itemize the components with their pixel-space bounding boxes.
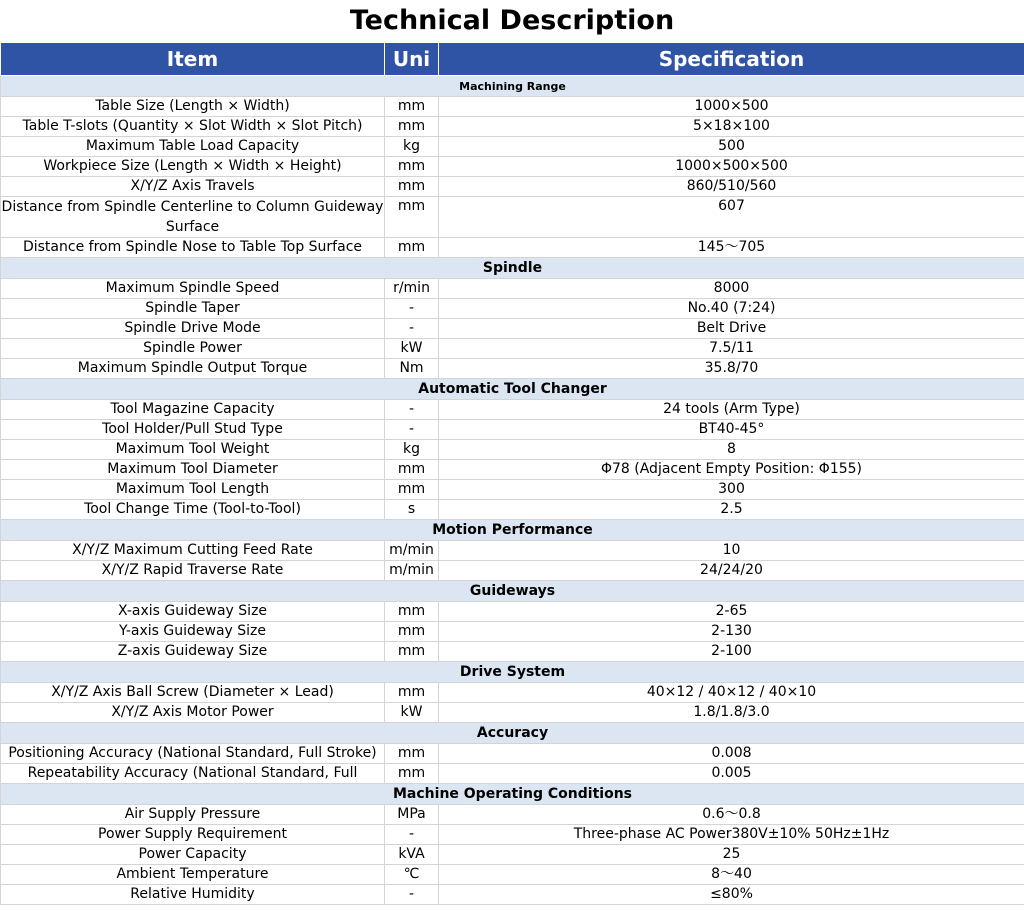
item-name-cell: X/Y/Z Axis Travels [1,177,385,197]
table-row [1,117,1024,137]
item-name-cell: X/Y/Z Maximum Cutting Feed Rate [1,541,385,561]
section-header-row [1,784,1024,805]
item-name-cell: Spindle Power [1,339,385,359]
table-row [1,805,1024,825]
unit-cell: - [385,299,439,319]
specification-cell: 300 [439,480,1024,500]
unit-cell: mm [385,480,439,500]
item-name-cell: Positioning Accuracy (National Standard, Full Stroke) [1,744,385,764]
specification-cell: 0.005 [439,764,1024,784]
specification-cell: 1.8/1.8/3.0 [439,703,1024,723]
item-name-cell: Relative Humidity [1,885,385,905]
specification-cell: 607 [439,197,1024,238]
item-name-cell: X-axis Guideway Size [1,602,385,622]
spec-table [0,42,1024,905]
specification-cell: 2-130 [439,622,1024,642]
unit-cell: r/min [385,279,439,299]
item-name-cell: Maximum Tool Diameter [1,460,385,480]
specification-cell: 7.5/11 [439,339,1024,359]
header-unit: Uni [385,43,439,76]
section-header-row [1,379,1024,400]
item-name-cell: Maximum Tool Weight [1,440,385,460]
table-row [1,500,1024,520]
specification-cell: 35.8/70 [439,359,1024,379]
section-title: Automatic Tool Changer [1,379,1024,400]
table-row [1,885,1024,905]
table-row [1,157,1024,177]
table-row [1,238,1024,258]
unit-cell: mm [385,97,439,117]
specification-cell: Φ78 (Adjacent Empty Position: Φ155) [439,460,1024,480]
unit-cell: kW [385,339,439,359]
section-title: Guideways [1,581,1024,602]
unit-cell: mm [385,642,439,662]
unit-cell: mm [385,238,439,258]
section-title: Spindle [1,258,1024,279]
table-row [1,480,1024,500]
table-row [1,460,1024,480]
table-row [1,197,1024,238]
specification-cell: ≤80% [439,885,1024,905]
specification-cell: BT40-45° [439,420,1024,440]
specification-cell: 1000×500 [439,97,1024,117]
table-row [1,97,1024,117]
table-row [1,865,1024,885]
header-item: Item [1,43,385,76]
unit-cell: kg [385,137,439,157]
specification-cell: 2-65 [439,602,1024,622]
unit-cell: - [385,825,439,845]
item-name-cell: Spindle Taper [1,299,385,319]
unit-cell: m/min [385,541,439,561]
specification-cell: 10 [439,541,1024,561]
table-header-row [1,43,1024,76]
table-row [1,359,1024,379]
specification-cell: Three-phase AC Power380V±10% 50Hz±1Hz [439,825,1024,845]
item-name-cell: Distance from Spindle Centerline to Column Guideway Surface [1,197,385,238]
section-header-row [1,723,1024,744]
unit-cell: kW [385,703,439,723]
item-name-cell: Table Size (Length × Width) [1,97,385,117]
table-row [1,420,1024,440]
specification-cell: Belt Drive [439,319,1024,339]
item-name-cell: Workpiece Size (Length × Width × Height) [1,157,385,177]
table-row [1,279,1024,299]
section-title: Accuracy [1,723,1024,744]
item-name-cell: Spindle Drive Mode [1,319,385,339]
specification-cell: 25 [439,845,1024,865]
specification-cell: 8～40 [439,865,1024,885]
table-row [1,744,1024,764]
section-title: Motion Performance [1,520,1024,541]
section-header-row [1,76,1024,97]
unit-cell: ℃ [385,865,439,885]
specification-cell: 5×18×100 [439,117,1024,137]
table-row [1,703,1024,723]
specification-cell: 145～705 [439,238,1024,258]
header-specification: Specification [439,43,1024,76]
specification-cell: 24 tools (Arm Type) [439,400,1024,420]
item-name-cell: Table T-slots (Quantity × Slot Width × Slot Pitch) [1,117,385,137]
item-name-cell: Tool Change Time (Tool-to-Tool) [1,500,385,520]
unit-cell: MPa [385,805,439,825]
unit-cell: - [385,885,439,905]
unit-cell: mm [385,177,439,197]
table-row [1,319,1024,339]
item-name-cell: Y-axis Guideway Size [1,622,385,642]
specification-cell: 24/24/20 [439,561,1024,581]
unit-cell: mm [385,460,439,480]
unit-cell: m/min [385,561,439,581]
specification-cell: 8 [439,440,1024,460]
unit-cell: - [385,319,439,339]
item-name-cell: Power Capacity [1,845,385,865]
unit-cell: mm [385,744,439,764]
unit-cell: kVA [385,845,439,865]
specification-cell: 0.008 [439,744,1024,764]
unit-cell: mm [385,764,439,784]
table-row [1,845,1024,865]
item-name-cell: Maximum Spindle Output Torque [1,359,385,379]
unit-cell: mm [385,117,439,137]
specification-cell: 40×12 / 40×12 / 40×10 [439,683,1024,703]
item-name-cell: Z-axis Guideway Size [1,642,385,662]
table-row [1,764,1024,784]
specification-cell: No.40 (7:24) [439,299,1024,319]
table-row [1,642,1024,662]
specification-cell: 860/510/560 [439,177,1024,197]
unit-cell: Nm [385,359,439,379]
item-name-cell: Maximum Table Load Capacity [1,137,385,157]
table-row [1,400,1024,420]
item-name-cell: Maximum Spindle Speed [1,279,385,299]
item-name-cell: X/Y/Z Rapid Traverse Rate [1,561,385,581]
specification-cell: 2.5 [439,500,1024,520]
specification-cell: 0.6～0.8 [439,805,1024,825]
section-header-row [1,520,1024,541]
section-header-row [1,258,1024,279]
unit-cell: mm [385,197,439,238]
table-row [1,339,1024,359]
unit-cell: mm [385,157,439,177]
specification-cell: 8000 [439,279,1024,299]
table-row [1,561,1024,581]
item-name-cell: Distance from Spindle Nose to Table Top Surface [1,238,385,258]
table-row [1,440,1024,460]
page-title: Technical Description [349,5,675,36]
unit-cell: mm [385,683,439,703]
item-name-cell: Power Supply Requirement [1,825,385,845]
item-name-cell: X/Y/Z Axis Ball Screw (Diameter × Lead) [1,683,385,703]
table-row [1,622,1024,642]
item-name-cell: Maximum Tool Length [1,480,385,500]
specification-cell: 1000×500×500 [439,157,1024,177]
unit-cell: s [385,500,439,520]
item-name-cell: X/Y/Z Axis Motor Power [1,703,385,723]
unit-cell: - [385,400,439,420]
table-row [1,299,1024,319]
table-row [1,541,1024,561]
item-name-cell: Repeatability Accuracy (National Standard, Full [1,764,385,784]
section-header-row [1,581,1024,602]
section-title: Drive System [1,662,1024,683]
table-body [1,76,1024,905]
table-row [1,602,1024,622]
specification-cell: 500 [439,137,1024,157]
table-row [1,825,1024,845]
section-title: Machining Range [1,76,1024,97]
item-name-cell: Tool Magazine Capacity [1,400,385,420]
item-name-cell: Ambient Temperature [1,865,385,885]
item-name-cell: Air Supply Pressure [1,805,385,825]
section-title: Machine Operating Conditions [1,784,1024,805]
table-row [1,683,1024,703]
unit-cell: mm [385,602,439,622]
table-row [1,137,1024,157]
item-name-cell: Tool Holder/Pull Stud Type [1,420,385,440]
unit-cell: - [385,420,439,440]
specification-cell: 2-100 [439,642,1024,662]
table-row [1,177,1024,197]
unit-cell: kg [385,440,439,460]
section-header-row [1,662,1024,683]
unit-cell: mm [385,622,439,642]
